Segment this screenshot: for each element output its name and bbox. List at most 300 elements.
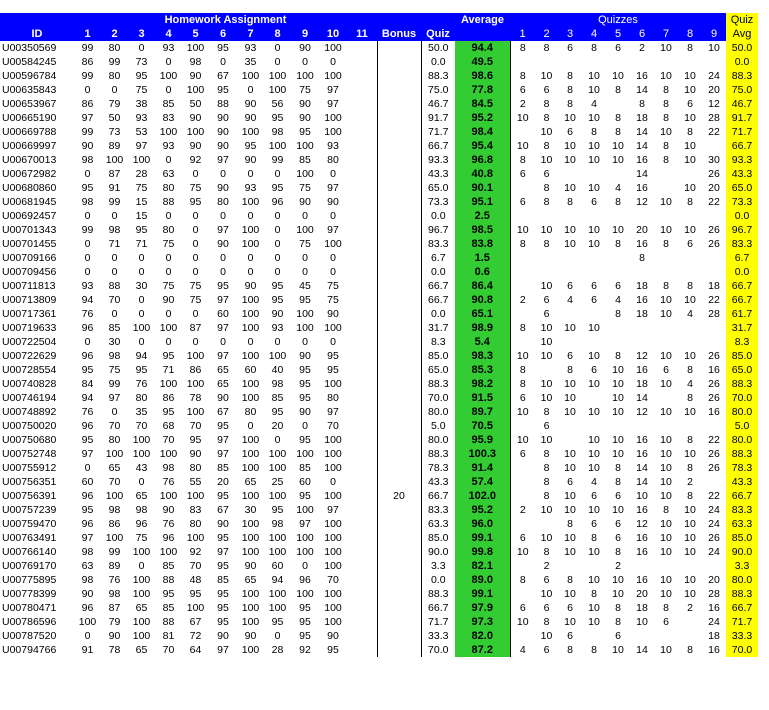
quiz-item-cell[interactable]: 26 [708, 238, 720, 250]
hw-score-cell[interactable]: 100 [296, 588, 314, 600]
hw-score-cell[interactable]: 90 [299, 98, 311, 110]
hw-score-cell[interactable]: 78 [189, 392, 202, 404]
hw-score-cell[interactable]: 93 [327, 140, 339, 152]
student-id-cell[interactable]: U00746194 [2, 392, 57, 404]
quiz-item-cell[interactable]: 10 [540, 532, 553, 544]
hw-score-cell[interactable]: 96 [299, 574, 311, 586]
hw-score-cell[interactable]: 95 [81, 182, 94, 194]
hw-score-cell[interactable]: 98 [108, 350, 121, 362]
quiz-item-cell[interactable]: 10 [612, 574, 624, 586]
quiz-item-cell[interactable]: 10 [660, 294, 672, 306]
hw-score-cell[interactable]: 65 [135, 490, 148, 502]
student-id-cell[interactable]: U00786596 [2, 616, 57, 628]
quiz-avg-cell[interactable]: 65.0 [726, 181, 758, 195]
hw-score-cell[interactable]: 35 [135, 406, 148, 418]
hw-score-cell[interactable] [347, 125, 377, 139]
bonus-cell[interactable] [377, 55, 421, 69]
quiz-item-cell[interactable]: 4 [591, 98, 597, 110]
hw-score-cell[interactable]: 0 [84, 630, 91, 642]
student-id-cell[interactable]: U00669997 [2, 140, 57, 152]
quiz-item-cell[interactable]: 6 [567, 602, 573, 614]
hw-score-cell[interactable]: 95 [81, 364, 94, 376]
hw-score-cell[interactable]: 100 [324, 238, 342, 250]
quiz-avg-cell[interactable]: 88.3 [726, 587, 758, 601]
quiz-item-cell[interactable]: 6 [510, 83, 535, 97]
hw-score-cell[interactable]: 97 [299, 518, 311, 530]
quiz-item-cell[interactable]: 10 [510, 223, 535, 237]
quiz-item-cell[interactable] [702, 209, 726, 223]
quiz-item-cell[interactable]: 16 [636, 504, 648, 516]
quiz-item-cell[interactable]: 16 [636, 154, 648, 166]
hw-score-cell[interactable]: 0 [247, 336, 254, 348]
quiz-item-cell[interactable]: 8 [567, 574, 573, 586]
hw-score-cell[interactable]: 0 [330, 266, 336, 278]
hw-score-cell[interactable]: 100 [241, 126, 260, 138]
hw-score-cell[interactable]: 85 [299, 462, 311, 474]
quiz-item-cell[interactable] [630, 335, 654, 349]
hw-score-cell[interactable]: 100 [241, 378, 260, 390]
hw-score-cell[interactable]: 95 [81, 504, 94, 516]
quiz-item-cell[interactable]: 16 [708, 406, 720, 418]
quiz-avg-cell[interactable]: 3.3 [726, 559, 758, 573]
hw-score-cell[interactable]: 76 [108, 574, 121, 586]
quiz-avg-cell[interactable]: 31.7 [726, 321, 758, 335]
hw-score-cell[interactable]: 0 [330, 56, 336, 68]
hw-score-cell[interactable]: 100 [296, 448, 314, 460]
quiz-item-cell[interactable]: 10 [540, 630, 553, 642]
hw-score-cell[interactable]: 0 [138, 266, 145, 278]
quiz-item-cell[interactable]: 10 [564, 532, 576, 544]
bonus-cell[interactable] [377, 629, 421, 643]
quiz-avg-cell[interactable]: 66.7 [726, 293, 758, 307]
hw-score-cell[interactable]: 100 [241, 448, 260, 460]
quiz-avg-cell[interactable]: 70.0 [726, 643, 758, 657]
hw-score-cell[interactable]: 100 [241, 238, 260, 250]
hw-score-cell[interactable]: 85 [108, 322, 121, 334]
student-id-cell[interactable]: U00755912 [2, 462, 57, 474]
quiz-item-cell[interactable]: 8 [615, 112, 621, 124]
hw-score-cell[interactable]: 95 [271, 280, 284, 292]
bonus-cell[interactable] [377, 349, 421, 363]
quiz-score-cell[interactable]: 73.3 [428, 196, 449, 208]
hw-score-cell[interactable]: 90 [217, 112, 229, 124]
quiz-score-cell[interactable]: 63.3 [428, 518, 449, 530]
hw-score-cell[interactable]: 0 [274, 252, 281, 264]
hw-score-cell[interactable]: 97 [327, 98, 339, 110]
hw-score-cell[interactable]: 100 [159, 126, 178, 138]
quiz-item-cell[interactable] [510, 181, 535, 195]
quiz-item-cell[interactable]: 10 [660, 588, 672, 600]
quiz-item-cell[interactable]: 10 [564, 462, 576, 474]
hw-score-cell[interactable]: 75 [299, 84, 311, 96]
quiz-item-cell[interactable] [606, 265, 630, 279]
hw-score-cell[interactable]: 85 [217, 462, 229, 474]
quiz-item-cell[interactable] [558, 265, 582, 279]
quiz-item-cell[interactable]: 10 [684, 504, 696, 516]
quiz-avg-cell[interactable]: 83.3 [726, 503, 758, 517]
bonus-cell[interactable] [377, 531, 421, 545]
quiz-score-cell[interactable]: 80.0 [428, 406, 449, 418]
hw-score-cell[interactable]: 100 [132, 630, 151, 642]
hw-score-cell[interactable]: 100 [241, 546, 260, 558]
average-cell[interactable]: 95.9 [455, 433, 510, 447]
hw-score-cell[interactable]: 0 [247, 252, 254, 264]
hw-score-cell[interactable]: 0 [138, 476, 145, 488]
quiz-item-cell[interactable]: 10 [540, 378, 553, 390]
hw-score-cell[interactable]: 84 [81, 378, 94, 390]
bonus-cell[interactable] [377, 447, 421, 461]
average-cell[interactable]: 90.8 [455, 293, 510, 307]
hw-score-cell[interactable]: 98 [271, 126, 284, 138]
quiz-item-cell[interactable] [678, 419, 702, 433]
quiz-item-cell[interactable]: 12 [636, 350, 648, 362]
hw-score-cell[interactable] [347, 475, 377, 489]
quiz-item-cell[interactable]: 18 [636, 308, 648, 320]
hw-score-cell[interactable]: 98 [108, 224, 121, 236]
hw-score-cell[interactable]: 0 [111, 252, 118, 264]
quiz-item-cell[interactable] [582, 391, 606, 405]
hw-score-cell[interactable]: 90 [244, 98, 257, 110]
hw-score-cell[interactable]: 100 [241, 350, 260, 362]
hw-score-cell[interactable]: 97 [327, 504, 339, 516]
quiz-avg-cell[interactable]: 73.3 [726, 195, 758, 209]
quiz-item-cell[interactable]: 18 [708, 630, 720, 642]
hw-score-cell[interactable]: 89 [108, 560, 121, 572]
quiz-item-cell[interactable]: 10 [540, 434, 553, 446]
hw-score-cell[interactable]: 97 [327, 406, 339, 418]
hw-score-cell[interactable]: 0 [165, 210, 172, 222]
average-cell[interactable]: 84.5 [455, 97, 510, 111]
quiz-score-cell[interactable]: 85.0 [428, 532, 449, 544]
average-cell[interactable]: 98.9 [455, 321, 510, 335]
quiz-item-cell[interactable]: 10 [684, 532, 696, 544]
hw-score-cell[interactable]: 76 [135, 378, 148, 390]
hw-score-cell[interactable]: 93 [244, 182, 257, 194]
average-cell[interactable]: 82.0 [455, 629, 510, 643]
quiz-item-cell[interactable]: 10 [684, 224, 696, 236]
quiz-item-cell[interactable]: 6 [615, 490, 621, 502]
hw-score-cell[interactable]: 98 [81, 154, 94, 166]
quiz-item-cell[interactable]: 10 [684, 182, 696, 194]
quiz-item-cell[interactable]: 8 [687, 462, 693, 474]
hw-score-cell[interactable]: 97 [217, 294, 229, 306]
quiz-item-cell[interactable]: 8 [663, 280, 669, 292]
quiz-item-cell[interactable] [510, 475, 535, 489]
quiz-item-cell[interactable]: 2 [687, 602, 693, 614]
hw-score-cell[interactable]: 65 [135, 644, 148, 656]
hw-score-cell[interactable]: 76 [162, 476, 175, 488]
average-cell[interactable]: 98.2 [455, 377, 510, 391]
student-id-cell[interactable]: U00757239 [2, 504, 57, 516]
hw-score-cell[interactable]: 70 [327, 420, 339, 432]
hw-score-cell[interactable]: 0 [274, 238, 281, 250]
quiz-item-cell[interactable]: 10 [588, 350, 600, 362]
quiz-item-cell[interactable] [654, 167, 678, 181]
hw-score-cell[interactable]: 93 [271, 322, 284, 334]
hw-score-cell[interactable]: 76 [81, 406, 94, 418]
quiz-item-cell[interactable]: 10 [564, 224, 576, 236]
hw-score-cell[interactable]: 95 [189, 434, 202, 446]
quiz-item-cell[interactable]: 10 [660, 378, 672, 390]
quiz-item-cell[interactable]: 28 [708, 112, 720, 124]
quiz-item-cell[interactable]: 6 [591, 518, 597, 530]
hw-score-cell[interactable]: 90 [299, 406, 311, 418]
student-id-cell[interactable]: U00780471 [2, 602, 57, 614]
hw-score-cell[interactable] [347, 363, 377, 377]
quiz-item-cell[interactable] [630, 419, 654, 433]
quiz-score-cell[interactable]: 65.0 [428, 364, 449, 376]
quiz-item-cell[interactable]: 8 [687, 280, 693, 292]
student-id-cell[interactable]: U00692457 [2, 210, 57, 222]
hw-score-cell[interactable] [347, 111, 377, 125]
quiz-score-cell[interactable]: 5.0 [430, 420, 446, 432]
quiz-item-cell[interactable] [630, 559, 654, 573]
quiz-avg-cell[interactable]: 33.3 [726, 629, 758, 643]
quiz-avg-cell[interactable]: 66.7 [726, 139, 758, 153]
quiz-item-cell[interactable] [606, 335, 630, 349]
hw-score-cell[interactable]: 100 [296, 140, 314, 152]
hw-score-cell[interactable]: 100 [268, 546, 287, 558]
quiz-item-cell[interactable]: 26 [708, 392, 720, 404]
average-cell[interactable]: 99.8 [455, 545, 510, 559]
quiz-avg-cell[interactable]: 88.3 [726, 377, 758, 391]
bonus-cell[interactable] [377, 573, 421, 587]
quiz-item-cell[interactable] [654, 265, 678, 279]
quiz-item-cell[interactable]: 2 [510, 503, 535, 517]
hw-score-cell[interactable]: 96 [81, 518, 94, 530]
quiz-item-cell[interactable] [630, 629, 654, 643]
hw-score-cell[interactable]: 91 [81, 644, 94, 656]
quiz-item-cell[interactable]: 10 [588, 238, 600, 250]
quiz-item-cell[interactable]: 10 [660, 196, 672, 208]
hw-score-cell[interactable]: 99 [271, 154, 284, 166]
bonus-cell[interactable]: 20 [377, 489, 421, 503]
hw-score-cell[interactable]: 0 [138, 42, 145, 54]
hw-score-cell[interactable]: 85 [217, 574, 229, 586]
quiz-item-cell[interactable]: 26 [708, 224, 720, 236]
quiz-item-cell[interactable]: 10 [708, 42, 720, 54]
hw-score-cell[interactable]: 80 [189, 518, 202, 530]
hw-score-cell[interactable]: 100 [159, 322, 178, 334]
quiz-item-cell[interactable]: 12 [636, 518, 648, 530]
hw-score-cell[interactable] [347, 503, 377, 517]
hw-score-cell[interactable]: 80 [189, 462, 202, 474]
bonus-cell[interactable] [377, 615, 421, 629]
hw-score-cell[interactable]: 79 [108, 616, 121, 628]
hw-score-cell[interactable]: 90 [217, 518, 229, 530]
hw-score-cell[interactable]: 0 [84, 210, 91, 222]
hw-score-cell[interactable]: 28 [271, 644, 284, 656]
hw-score-cell[interactable]: 56 [271, 98, 284, 110]
quiz-item-cell[interactable] [510, 209, 535, 223]
average-cell[interactable]: 0.6 [455, 265, 510, 279]
hw-score-cell[interactable]: 95 [299, 602, 311, 614]
hw-score-cell[interactable]: 97 [108, 392, 121, 404]
quiz-item-cell[interactable] [558, 419, 582, 433]
quiz-score-cell[interactable]: 91.7 [428, 112, 449, 124]
quiz-item-cell[interactable]: 10 [510, 405, 535, 419]
student-id-cell[interactable]: U00701455 [2, 238, 57, 250]
hw-score-cell[interactable]: 100 [105, 154, 124, 166]
quiz-item-cell[interactable]: 10 [564, 154, 576, 166]
hw-score-cell[interactable]: 0 [302, 56, 308, 68]
quiz-avg-cell[interactable]: 78.3 [726, 461, 758, 475]
quiz-item-cell[interactable]: 6 [615, 518, 621, 530]
bonus-cell[interactable] [377, 377, 421, 391]
quiz-item-cell[interactable]: 10 [588, 546, 600, 558]
hw-score-cell[interactable]: 88 [162, 196, 175, 208]
hw-score-cell[interactable] [347, 195, 377, 209]
quiz-item-cell[interactable] [582, 55, 606, 69]
quiz-item-cell[interactable] [582, 265, 606, 279]
hw-score-cell[interactable]: 80 [108, 42, 121, 54]
quiz-avg-cell[interactable]: 43.3 [726, 167, 758, 181]
hw-score-cell[interactable]: 92 [189, 154, 202, 166]
average-cell[interactable]: 99.1 [455, 531, 510, 545]
hw-score-cell[interactable]: 0 [192, 210, 199, 222]
hw-score-cell[interactable]: 100 [268, 490, 287, 502]
hw-score-cell[interactable]: 0 [165, 252, 172, 264]
bonus-cell[interactable] [377, 475, 421, 489]
quiz-item-cell[interactable] [654, 335, 678, 349]
quiz-item-cell[interactable] [582, 335, 606, 349]
quiz-item-cell[interactable] [558, 433, 582, 447]
student-id-cell[interactable]: U00752748 [2, 448, 57, 460]
hw-score-cell[interactable] [347, 531, 377, 545]
quiz-item-cell[interactable]: 14 [636, 84, 648, 96]
hw-score-cell[interactable]: 87 [189, 322, 202, 334]
quiz-item-cell[interactable]: 12 [708, 98, 720, 110]
quiz-item-cell[interactable]: 10 [588, 462, 600, 474]
hw-score-cell[interactable]: 99 [81, 42, 94, 54]
hw-score-cell[interactable]: 28 [135, 168, 148, 180]
hw-score-cell[interactable]: 100 [324, 616, 342, 628]
hw-score-cell[interactable] [347, 601, 377, 615]
quiz-item-cell[interactable]: 24 [708, 546, 720, 558]
hw-score-cell[interactable]: 35 [244, 56, 257, 68]
quiz-avg-cell[interactable]: 0.0 [726, 55, 758, 69]
hw-score-cell[interactable]: 100 [159, 448, 178, 460]
hw-score-cell[interactable]: 100 [268, 602, 287, 614]
hw-score-cell[interactable]: 83 [189, 504, 202, 516]
hw-score-cell[interactable]: 95 [271, 406, 284, 418]
quiz-item-cell[interactable] [678, 265, 702, 279]
quiz-item-cell[interactable]: 10 [660, 546, 672, 558]
quiz-item-cell[interactable]: 12 [636, 196, 648, 208]
hw-score-cell[interactable]: 88 [217, 98, 229, 110]
hw-score-cell[interactable]: 0 [165, 56, 172, 68]
hw-score-cell[interactable]: 100 [324, 434, 342, 446]
hw-score-cell[interactable]: 97 [81, 112, 94, 124]
hw-score-cell[interactable]: 100 [159, 378, 178, 390]
hw-score-cell[interactable]: 0 [165, 154, 172, 166]
quiz-item-cell[interactable] [558, 335, 582, 349]
quiz-item-cell[interactable]: 8 [567, 518, 573, 530]
hw-score-cell[interactable]: 15 [135, 210, 148, 222]
quiz-item-cell[interactable]: 8 [543, 98, 550, 110]
quiz-item-cell[interactable]: 10 [564, 140, 576, 152]
average-cell[interactable]: 94.4 [455, 41, 510, 55]
hw-score-cell[interactable]: 90 [299, 112, 311, 124]
hw-score-cell[interactable]: 90 [217, 140, 229, 152]
hw-score-cell[interactable]: 90 [244, 560, 257, 572]
quiz-item-cell[interactable]: 6 [510, 531, 535, 545]
bonus-cell[interactable] [377, 335, 421, 349]
quiz-item-cell[interactable]: 10 [612, 406, 624, 418]
hw-score-cell[interactable]: 90 [244, 112, 257, 124]
quiz-avg-cell[interactable]: 85.0 [726, 531, 758, 545]
hw-score-cell[interactable]: 0 [165, 84, 172, 96]
hw-score-cell[interactable]: 73 [135, 56, 148, 68]
quiz-item-cell[interactable]: 2 [639, 42, 645, 54]
average-cell[interactable]: 70.5 [455, 419, 510, 433]
average-cell[interactable]: 98.4 [455, 125, 510, 139]
quiz-item-cell[interactable]: 10 [612, 588, 624, 600]
quiz-item-cell[interactable]: 10 [684, 140, 696, 152]
hw-score-cell[interactable]: 0 [220, 252, 226, 264]
quiz-item-cell[interactable]: 10 [588, 112, 600, 124]
quiz-score-cell[interactable]: 83.3 [428, 504, 449, 516]
quiz-item-cell[interactable] [582, 307, 606, 321]
hw-score-cell[interactable]: 70 [189, 560, 202, 572]
hw-score-cell[interactable]: 90 [299, 350, 311, 362]
average-cell[interactable]: 57.4 [455, 475, 510, 489]
quiz-item-cell[interactable]: 10 [564, 392, 576, 404]
hw-score-cell[interactable]: 0 [274, 336, 281, 348]
hw-score-cell[interactable]: 0 [192, 336, 199, 348]
hw-score-cell[interactable]: 0 [302, 420, 308, 432]
quiz-item-cell[interactable]: 10 [564, 546, 576, 558]
quiz-item-cell[interactable]: 8 [663, 154, 669, 166]
quiz-item-cell[interactable] [654, 629, 678, 643]
quiz-item-cell[interactable] [630, 55, 654, 69]
hw-score-cell[interactable] [347, 69, 377, 83]
hw-score-cell[interactable]: 90 [189, 112, 202, 124]
hw-score-cell[interactable]: 0 [138, 294, 145, 306]
hw-score-cell[interactable]: 95 [81, 434, 94, 446]
hw-score-cell[interactable] [347, 349, 377, 363]
hw-score-cell[interactable]: 95 [217, 420, 229, 432]
quiz-item-cell[interactable]: 16 [636, 238, 648, 250]
hw-score-cell[interactable]: 0 [192, 252, 199, 264]
hw-score-cell[interactable] [347, 461, 377, 475]
hw-score-cell[interactable]: 0 [192, 238, 199, 250]
quiz-item-cell[interactable]: 20 [708, 574, 720, 586]
hw-score-cell[interactable]: 94 [81, 392, 94, 404]
hw-score-cell[interactable]: 100 [324, 126, 342, 138]
quiz-item-cell[interactable]: 10 [564, 448, 576, 460]
quiz-item-cell[interactable]: 10 [684, 406, 696, 418]
quiz-item-cell[interactable]: 24 [708, 504, 720, 516]
hw-score-cell[interactable]: 89 [108, 140, 121, 152]
average-cell[interactable]: 97.9 [455, 601, 510, 615]
quiz-item-cell[interactable]: 10 [684, 546, 696, 558]
quiz-item-cell[interactable]: 16 [636, 448, 648, 460]
quiz-item-cell[interactable]: 8 [510, 321, 535, 335]
average-cell[interactable]: 91.4 [455, 461, 510, 475]
hw-score-cell[interactable]: 90 [271, 308, 284, 320]
quiz-score-cell[interactable]: 43.3 [428, 476, 449, 488]
quiz-item-cell[interactable]: 6 [510, 167, 535, 181]
student-id-cell[interactable]: U00584245 [2, 56, 57, 68]
quiz-item-cell[interactable]: 8 [591, 42, 597, 54]
student-id-cell[interactable]: U00794766 [2, 644, 57, 656]
quiz-item-cell[interactable]: 10 [540, 224, 553, 236]
hw-score-cell[interactable]: 90 [217, 630, 229, 642]
quiz-item-cell[interactable] [510, 419, 535, 433]
quiz-item-cell[interactable]: 8 [591, 532, 597, 544]
quiz-item-cell[interactable]: 4 [591, 476, 597, 488]
